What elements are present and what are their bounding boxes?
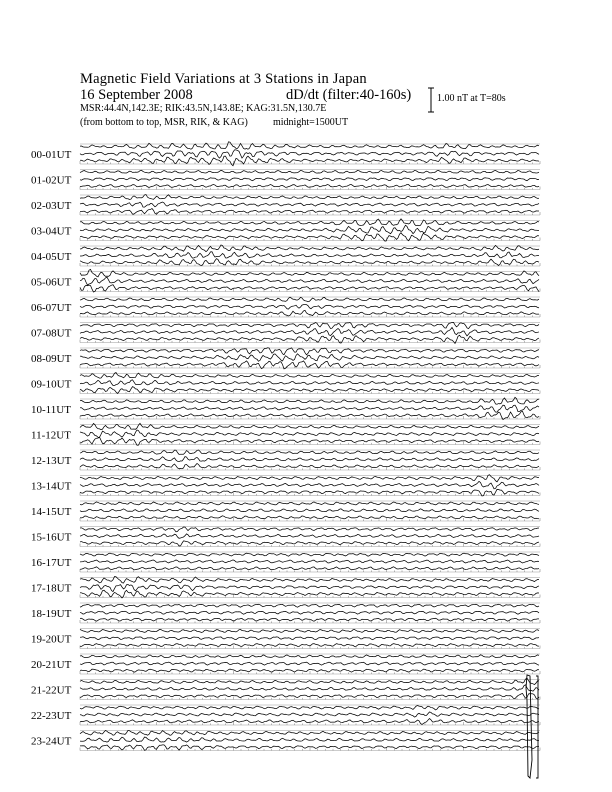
trace-rik <box>80 178 539 181</box>
chart-title: Magnetic Field Variations at 3 Stations in Japan <box>80 71 367 87</box>
scale-bar-icon <box>428 88 434 112</box>
trace-kag <box>80 269 539 276</box>
minute-ticks <box>80 238 540 241</box>
row-label: 00-01UT <box>31 149 72 161</box>
trace-kag <box>80 706 539 710</box>
row-label: 09-10UT <box>31 378 72 391</box>
row-label: 01-02UT <box>31 174 72 187</box>
trace-rik <box>80 202 539 207</box>
hour-row <box>31 501 540 521</box>
trace-kag <box>80 553 539 556</box>
hour-row <box>31 423 540 445</box>
trace-kag <box>80 297 539 302</box>
trace-rik <box>80 509 539 512</box>
trace-rik <box>80 457 539 462</box>
trace-rik <box>80 150 539 158</box>
hour-row <box>31 170 540 190</box>
trace-msr <box>80 567 539 570</box>
trace-msr <box>80 644 539 647</box>
hour-row <box>31 577 540 598</box>
hour-row <box>31 654 540 674</box>
minute-ticks <box>80 595 540 598</box>
hour-row <box>31 527 540 547</box>
hour-row <box>31 629 540 649</box>
hour-row <box>31 269 540 292</box>
trace-msr <box>80 618 539 621</box>
row-label: 18-19UT <box>31 608 72 620</box>
trace-rik <box>80 481 539 488</box>
trace-rik <box>80 534 539 538</box>
hour-row <box>31 245 540 266</box>
minute-ticks <box>80 620 540 623</box>
trace-msr <box>80 669 539 672</box>
minute-ticks <box>80 340 540 343</box>
trace-rik <box>80 737 539 742</box>
hour-row <box>31 397 540 419</box>
minute-ticks <box>80 569 540 572</box>
trace-rik <box>80 327 539 335</box>
hour-row <box>31 603 540 623</box>
trace-kag <box>80 142 539 149</box>
hour-row <box>31 195 540 216</box>
row-label: 04-05UT <box>31 251 72 263</box>
trace-rik <box>80 277 539 285</box>
trace-rik <box>80 380 539 386</box>
trace-msr <box>80 184 539 187</box>
trace-rik <box>80 430 539 437</box>
hour-row <box>31 552 540 572</box>
trace-order-note: (from bottom to top, MSR, RIK, & KAG) <box>80 117 248 128</box>
trace-rik <box>80 685 539 691</box>
trace-rik <box>80 662 539 665</box>
trace-kag <box>80 629 539 632</box>
minute-ticks <box>80 263 540 266</box>
trace-kag <box>80 219 539 226</box>
trace-kag <box>80 527 539 532</box>
row-label: 05-06UT <box>31 276 72 289</box>
trace-kag <box>80 655 539 658</box>
row-label: 20-21UT <box>31 659 72 671</box>
trace-msr <box>80 516 539 519</box>
midnight-note: midnight=1500UT <box>273 117 349 128</box>
minute-ticks <box>80 161 540 164</box>
minute-ticks <box>80 671 540 674</box>
trace-rik <box>80 712 539 717</box>
trace-rik <box>80 354 539 361</box>
hour-row <box>31 348 540 369</box>
chart-date: 16 September 2008 <box>80 87 193 103</box>
row-label: 23-24UT <box>31 735 72 748</box>
row-label: 16-17UT <box>31 557 72 569</box>
trace-kag <box>80 678 539 684</box>
hour-row <box>31 219 540 241</box>
trace-msr <box>80 209 539 215</box>
hour-row <box>31 373 540 394</box>
row-label: 22-23UT <box>31 710 72 722</box>
row-label: 19-20UT <box>31 633 72 646</box>
trace-rik <box>80 252 539 258</box>
hour-row <box>31 142 540 166</box>
minute-ticks <box>80 748 540 751</box>
row-label: 08-09UT <box>31 353 72 365</box>
trace-rik <box>80 585 539 592</box>
hour-row <box>31 705 540 725</box>
trace-rik <box>80 405 539 412</box>
trace-kag <box>80 604 539 607</box>
trace-msr <box>80 310 539 316</box>
row-label: 07-08UT <box>31 327 72 340</box>
trace-rik <box>80 305 539 309</box>
minute-ticks <box>80 467 540 470</box>
hour-row <box>31 475 540 496</box>
hour-row <box>31 322 540 343</box>
trace-kag <box>80 450 539 454</box>
trace-msr <box>80 463 539 468</box>
trace-rik <box>80 225 539 234</box>
row-label: 06-07UT <box>31 302 72 314</box>
minute-ticks <box>80 544 540 547</box>
row-label: 15-16UT <box>31 531 72 544</box>
trace-rik <box>80 637 539 640</box>
row-label: 14-15UT <box>31 506 72 518</box>
trace-kag <box>80 502 539 505</box>
trace-kag <box>80 348 539 355</box>
row-label: 03-04UT <box>31 225 72 238</box>
row-label: 02-03UT <box>31 200 72 212</box>
row-label: 21-22UT <box>31 684 72 697</box>
trace-rik <box>80 560 539 563</box>
trace-kag <box>80 730 539 735</box>
hour-row <box>31 450 540 470</box>
hour-row <box>31 730 540 750</box>
hour-row <box>31 678 540 699</box>
trace-kag <box>80 322 539 328</box>
chart-quantity: dD/dt (filter:40-160s) <box>286 87 412 103</box>
scale-bar-label: 1.00 nT at T=80s <box>437 93 506 104</box>
row-label: 10-11UT <box>31 404 71 416</box>
hour-row <box>31 297 540 317</box>
minute-ticks <box>80 212 540 215</box>
row-label: 13-14UT <box>31 480 72 493</box>
station-coordinates: MSR:44.4N,142.3E; RIK:43.5N,143.8E; KAG:31.5N,130.7E <box>80 103 327 114</box>
row-label: 11-12UT <box>31 429 71 442</box>
row-label: 17-18UT <box>31 582 72 595</box>
trace-rik <box>80 611 539 614</box>
row-label: 12-13UT <box>31 455 72 467</box>
trace-kag <box>80 397 539 404</box>
trace-kag <box>80 170 539 173</box>
